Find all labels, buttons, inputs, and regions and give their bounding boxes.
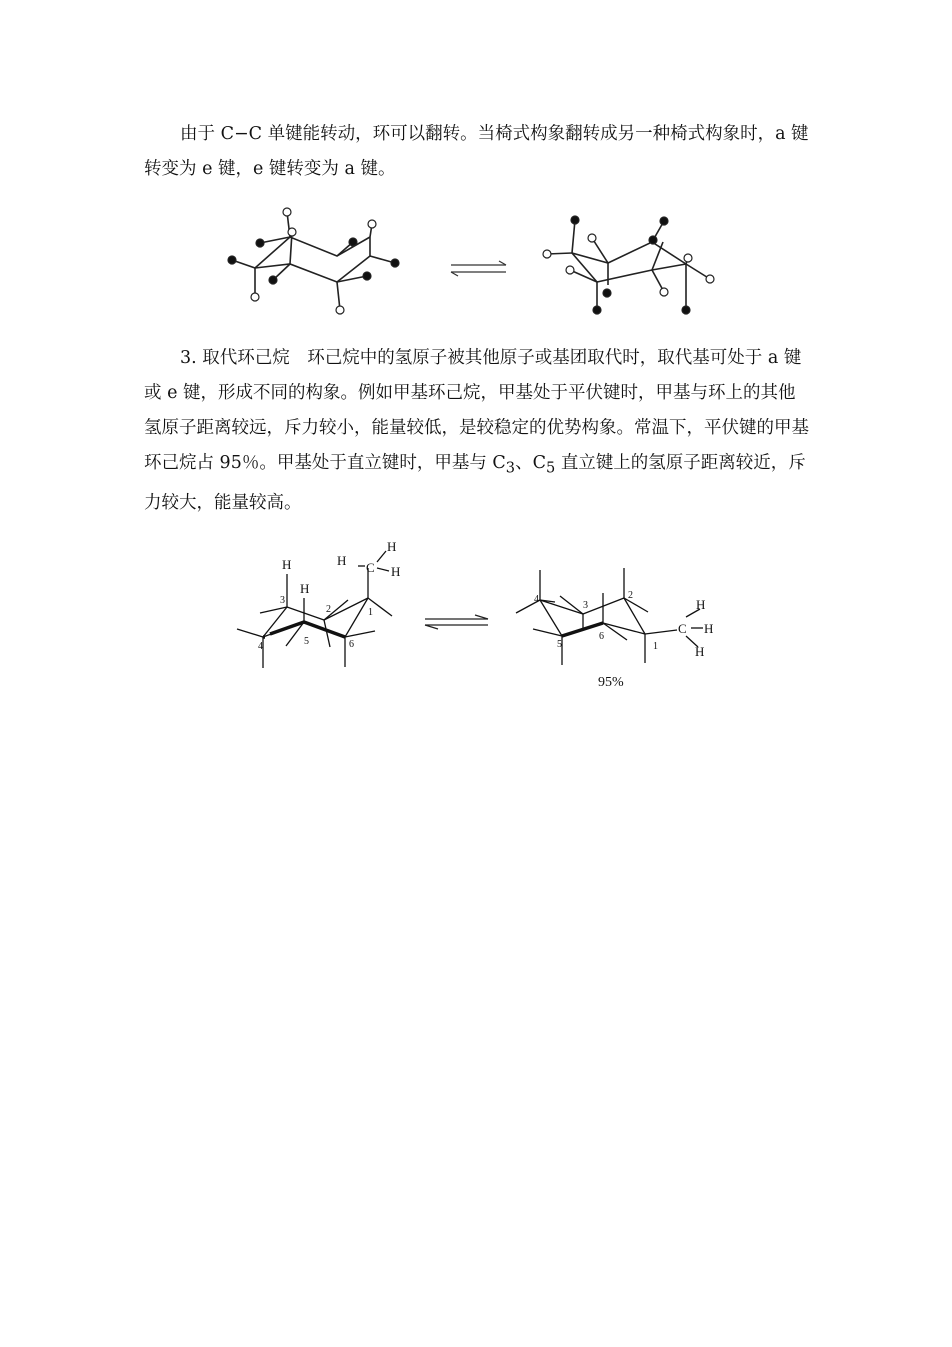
- svg-text:6: 6: [349, 639, 354, 650]
- svg-text:4: 4: [258, 641, 263, 652]
- svg-text:H: H: [337, 553, 347, 568]
- section-heading: 3. 取代环己烷: [180, 348, 290, 368]
- svg-text:C: C: [366, 560, 375, 575]
- svg-text:H: H: [387, 539, 397, 554]
- methylcyclohexane-figure: [0, 530, 952, 680]
- svg-text:4: 4: [534, 594, 539, 605]
- svg-text:H: H: [695, 644, 705, 659]
- left-chair-labels: [258, 539, 400, 652]
- svg-text:H: H: [282, 557, 292, 572]
- svg-text:5: 5: [304, 636, 309, 647]
- svg-text:H: H: [300, 581, 310, 596]
- svg-text:1: 1: [653, 641, 658, 652]
- left-chair-atoms: [228, 208, 399, 314]
- equilibrium-arrow: [451, 261, 506, 276]
- paragraph-ring-flip: 由于 C−C 单键能转动，环可以翻转。当椅式构象翻转成另一种椅式构象时，a 键转变为 e 键，e 键转变为 a 键。: [144, 124, 809, 179]
- figure-caption-percent: 95%: [598, 675, 624, 690]
- ring-flip-figure: [0, 200, 952, 330]
- right-chair-equatorial-methyl: [516, 568, 706, 665]
- svg-text:H: H: [704, 621, 714, 636]
- svg-text:3: 3: [583, 600, 588, 611]
- right-chair-labels: [534, 590, 713, 659]
- svg-text:3: 3: [280, 595, 285, 606]
- svg-text:1: 1: [368, 607, 373, 618]
- svg-text:2: 2: [628, 590, 633, 601]
- svg-text:H: H: [391, 564, 401, 579]
- equilibrium-arrow-2: [425, 615, 488, 629]
- paragraph-substituted-cyclohexane: 3. 取代环己烷 环己烷中的氢原子被其他原子或基团取代时，取代基可处于 a 键或 e 键，形成不同的构象。例如甲基环己烷，甲基处于平伏键时，甲基与环上的其他氢原子距离较远，斥力较小，能量较低，是较稳定的优势构象。常温下，平伏键的甲基环己烷占 95％。甲基处于直立键时，甲基与 $C_3$、$C_5$ 直立键上的氢原子距离较近，斥力较大，能量较高。: [144, 348, 809, 513]
- svg-text:5: 5: [557, 639, 562, 650]
- right-chair: [547, 220, 710, 310]
- svg-text:6: 6: [599, 631, 604, 642]
- svg-text:H: H: [696, 597, 706, 612]
- svg-text:2: 2: [326, 604, 331, 615]
- svg-text:C: C: [678, 621, 687, 636]
